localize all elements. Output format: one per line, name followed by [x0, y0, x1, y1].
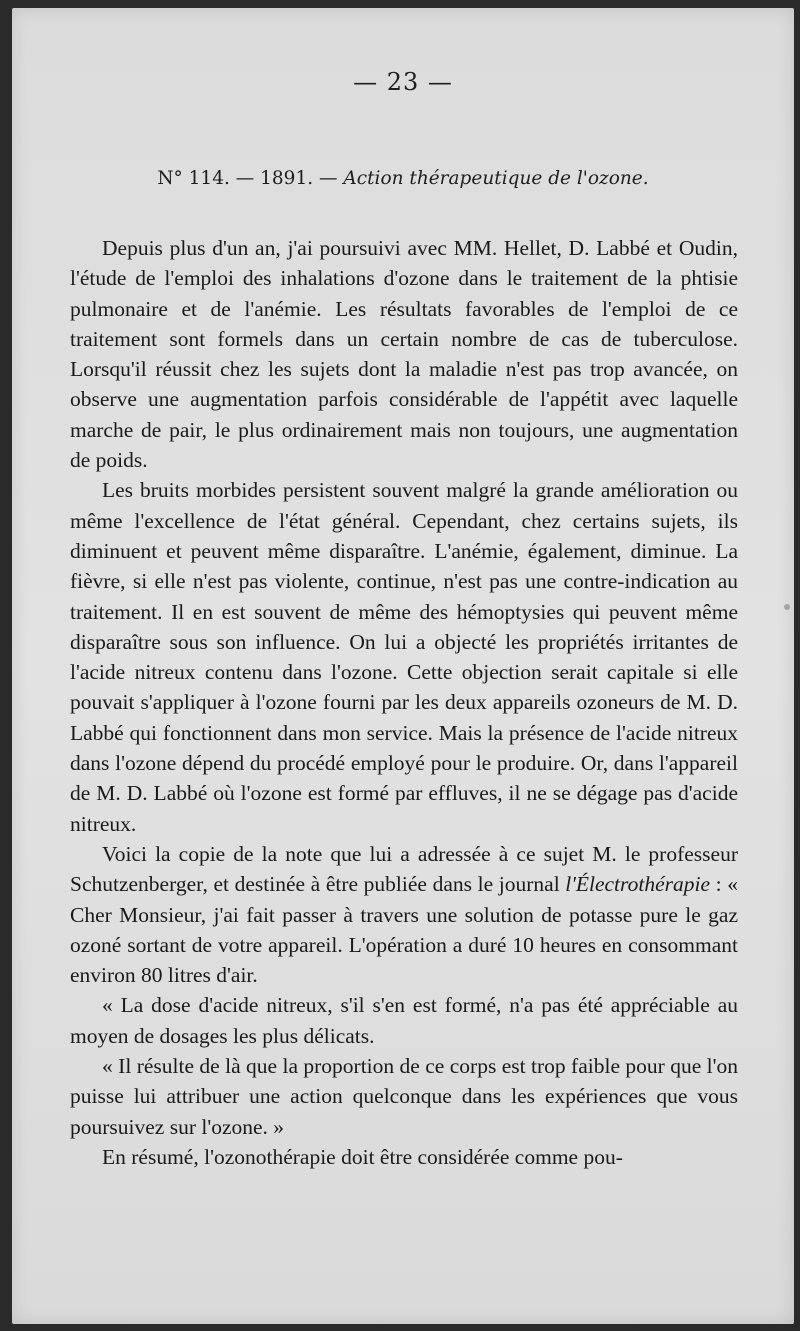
- section-heading: [12, 168, 794, 189]
- paragraph-4: « La dose d'acide nitreux, s'il s'en est formé, n'a pas été appréciable au moyen de dosages les plus délicats.: [70, 993, 738, 1048]
- paragraph-3-start: Voici la copie de la note que lui a adressée à ce sujet M. le professeur Schutzenberger, et destinée à être publiée dans le journal: [70, 841, 738, 897]
- paragraph-3: [70, 839, 738, 990]
- page-number: — 23 —: [353, 68, 453, 96]
- paragraph-2: Les bruits morbides persistent souvent malgré la grande amélioration ou même l'excellence de l'état général. Cependant, chez certains sujets, ils diminuent et peuvent même disparaître. L'anémie, également, diminue. La fièvre, si elle n'est pas violente, continue, n'est pas une contre-indication au traitement. Il en est souvent de même des hémoptysies qui peuvent même disparaître sous son influence. On lui a objecté les propriétés irritantes de l'acide nitreux contenu dans l'ozone. Cette objection serait capitale si elle pouvait s'appliquer à l'ozone fourni par les deux appareils ozoneurs de M. D. Labbé qui fonctionnent dans mon service. Mais la présence de l'acide nitreux dans l'ozone dépend du procédé employé pour le produire. Or, dans l'appareil de M. D. Labbé où l'ozone est formé par effluves, il ne se dégage pas d'acide nitreux.: [70, 478, 738, 836]
- heading-title: Action thérapeutique de l'ozone.: [343, 168, 649, 189]
- paragraph-6: En résumé, l'ozonothérapie doit être considérée comme pou-: [102, 1144, 623, 1169]
- body-text: [70, 233, 738, 1172]
- paragraph-3-end: : « Cher Monsieur, j'ai fait passer à travers une solution de potasse pure le gaz ozoné sortant de votre appareil. L'opération a duré 10 heures en consommant environ 80 litres d'air.: [70, 872, 738, 988]
- paper-speck: [784, 604, 790, 610]
- heading-number: N° 114.: [157, 168, 230, 189]
- paragraph-5: « Il résulte de là que la proportion de ce corps est trop faible pour que l'on puisse lui attribuer une action quelconque dans les expériences que vous poursuivez sur l'ozone. »: [70, 1054, 738, 1139]
- paragraph-1: Depuis plus d'un an, j'ai poursuivi avec MM. Hellet, D. Labbé et Oudin, l'étude de l'emploi des inhalations d'ozone dans le traitement de la phtisie pulmonaire et de l'anémie. Les résultats favorables de l'emploi de ce traitement sont formels dans un certain nombre de cas de tuberculose. Lorsqu'il réussit chez les sujets dont la maladie n'est pas trop avancée, on observe une augmentation parfois considérable de l'appétit avec laquelle marche de pair, le plus ordinairement mais non toujours, une augmentation de poids.: [70, 236, 738, 473]
- heading-year: — 1891. —: [235, 168, 338, 189]
- journal-title: l'Électrothérapie: [565, 872, 711, 897]
- book-page: [12, 8, 794, 1324]
